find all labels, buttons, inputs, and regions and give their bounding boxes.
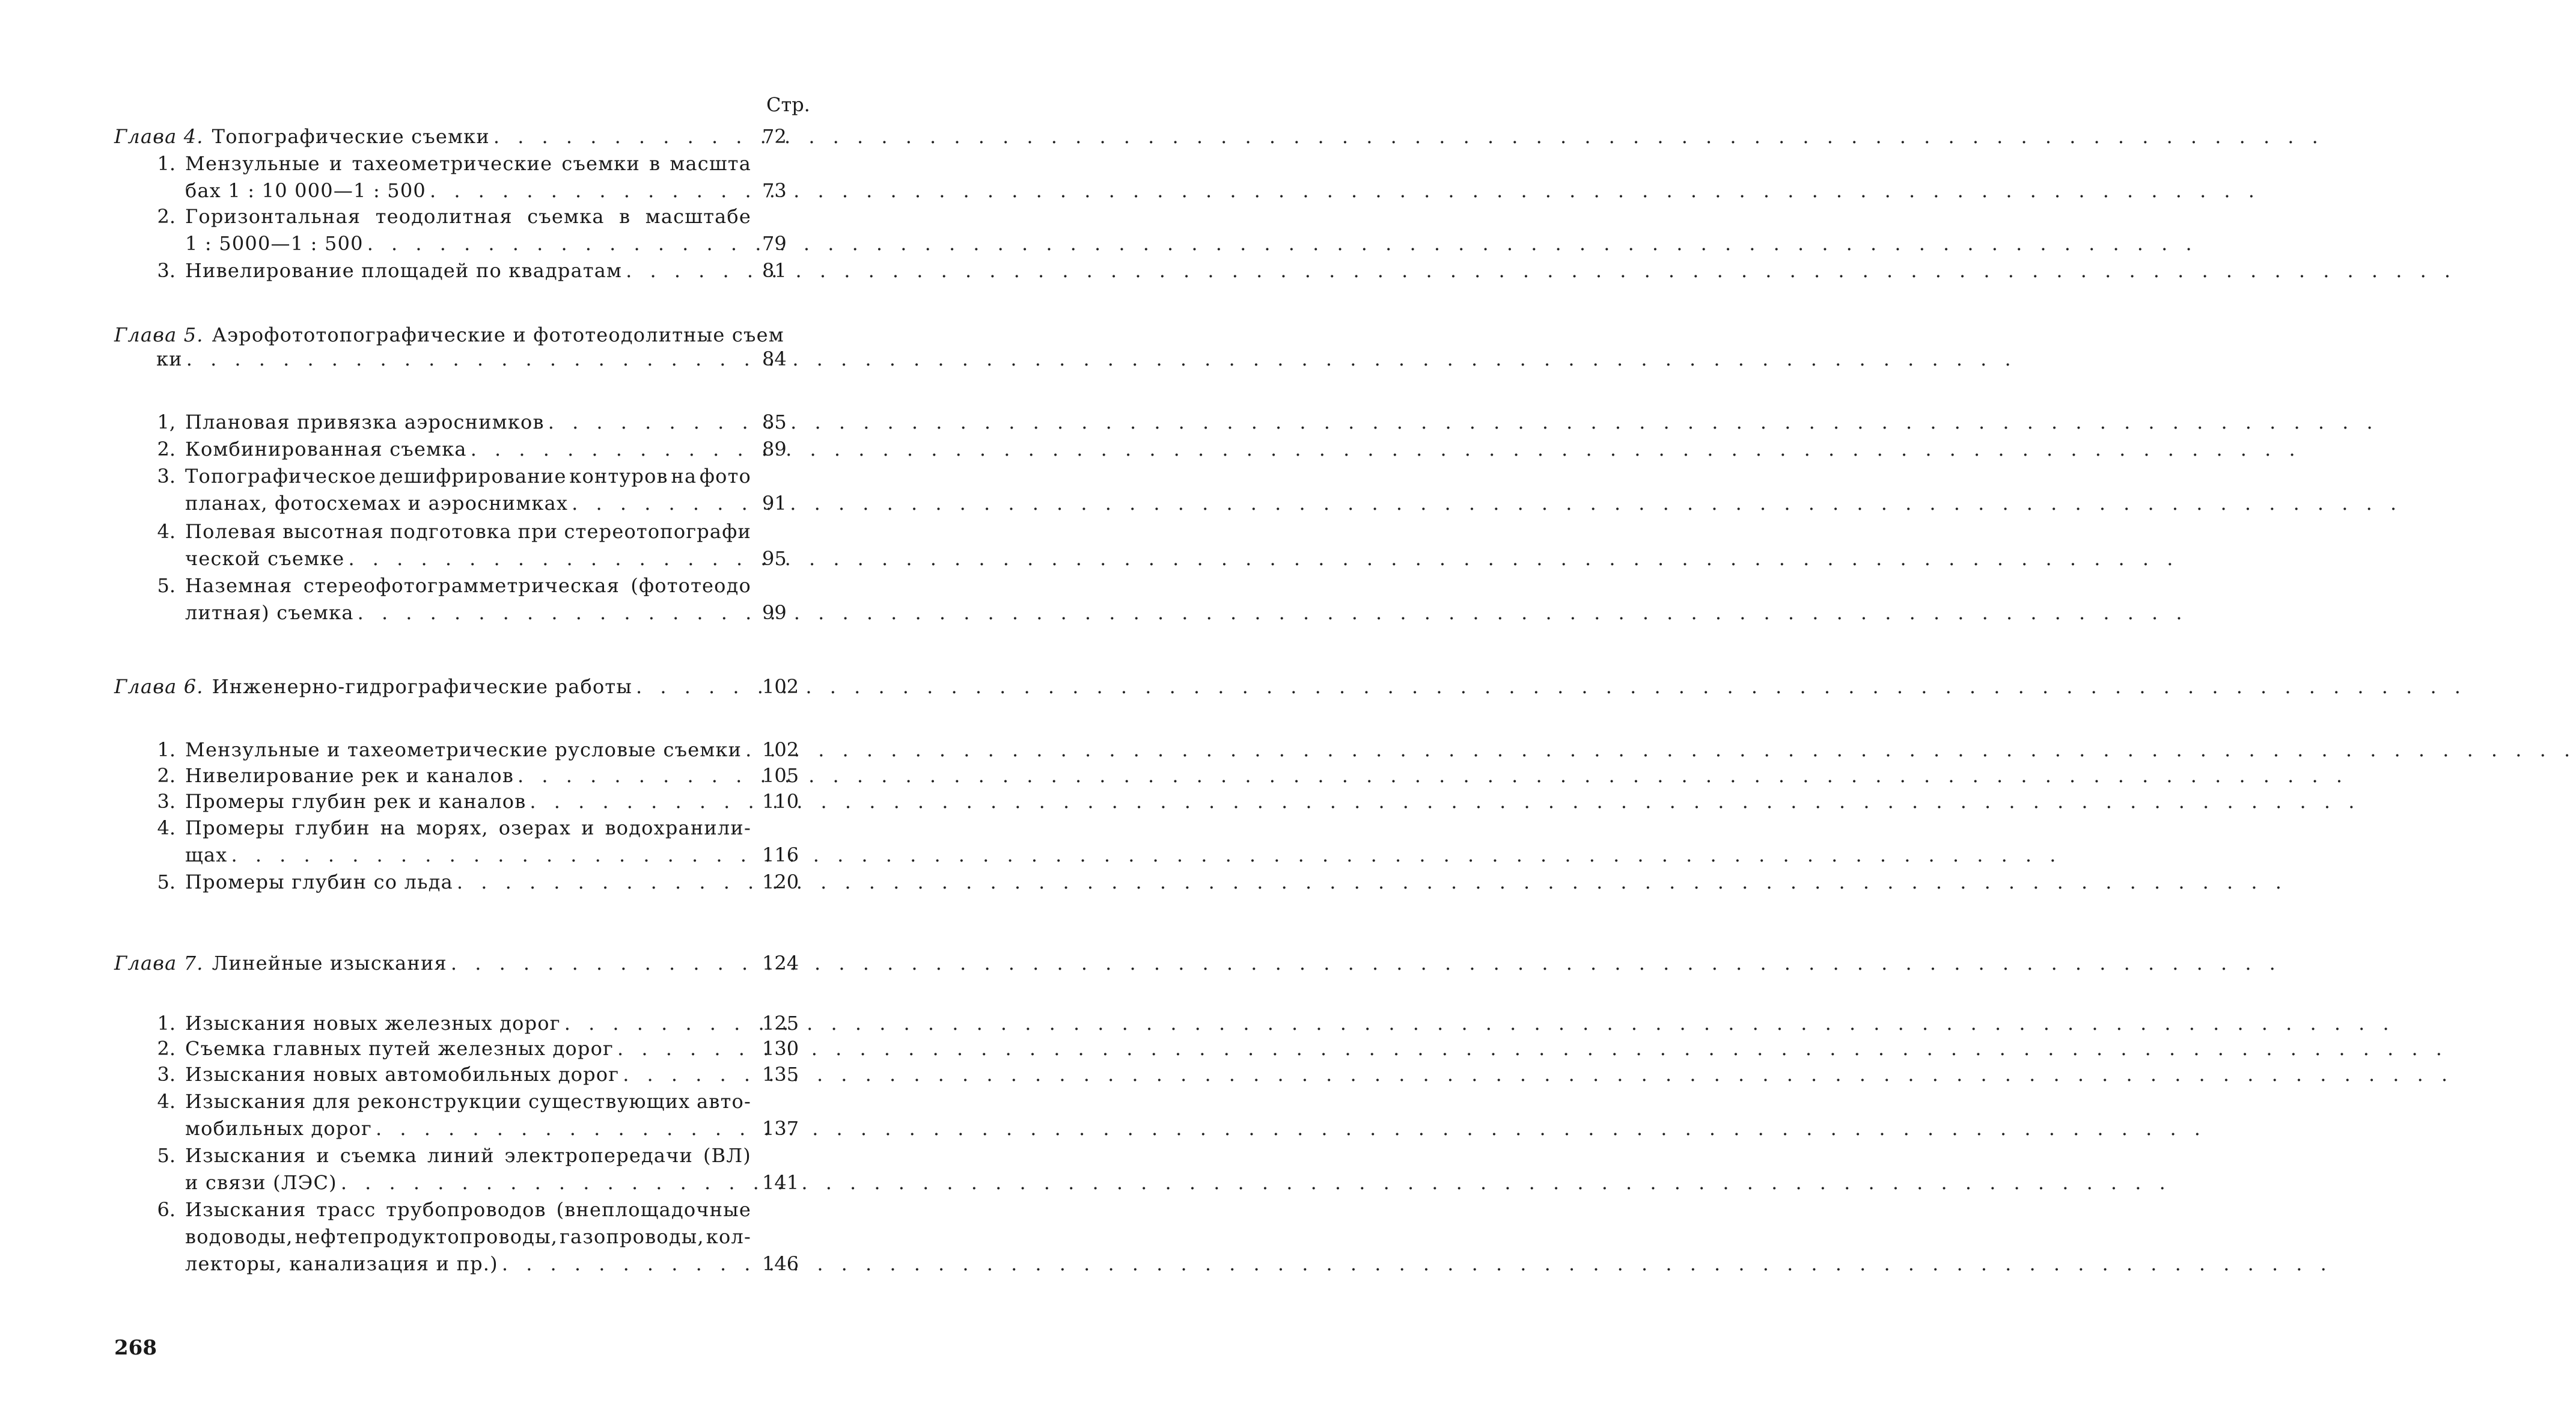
- toc-item-line: [185, 490, 751, 516]
- toc-item-line-text: щах: [185, 843, 228, 866]
- toc-item-line-text: Промеры глубин на морях, озерах и водохранили-: [185, 816, 751, 839]
- dot-leader: [745, 736, 2576, 763]
- dot-leader: [367, 230, 2198, 257]
- item-number: 2.: [157, 438, 175, 461]
- toc-item-line: [185, 257, 751, 284]
- toc-item-line: [185, 1035, 751, 1062]
- item-page-number: 137: [762, 1117, 799, 1140]
- chapter-label: Глава 6.: [114, 675, 204, 698]
- item-page-number: 141: [762, 1171, 799, 1194]
- item-page-number: 99: [762, 601, 787, 624]
- toc-item-line: [185, 1169, 751, 1196]
- item-page-number: 125: [762, 1012, 799, 1035]
- item-number: 1.: [157, 152, 175, 175]
- toc-item-line-text: Изыскания и съемка линий электропередачи (ВЛ): [185, 1144, 751, 1167]
- toc-item-line: [185, 518, 751, 545]
- item-number: 3.: [157, 259, 175, 282]
- dot-leader: [471, 436, 2301, 462]
- dot-leader: [341, 1169, 2172, 1196]
- item-number: 5.: [157, 574, 175, 597]
- toc-item-line: [185, 203, 751, 230]
- toc-item-line: [185, 436, 751, 462]
- toc-item-line-text: Изыскания новых железных дорог: [185, 1012, 561, 1035]
- chapter-heading-continued-text: ки: [156, 347, 183, 370]
- toc-item-line-text: водоводы, нефтепродуктопроводы, газопроводы, кол-: [185, 1225, 751, 1248]
- toc-item-line: [185, 230, 751, 257]
- dot-leader: [451, 950, 2281, 976]
- toc-item-line-text: Промеры глубин со льда: [185, 871, 453, 893]
- item-page-number: 95: [762, 547, 787, 570]
- toc-item-line: [185, 1142, 751, 1169]
- chapter-page-number: 124: [762, 952, 799, 975]
- toc-item-line-text: литная) съемка: [185, 601, 354, 624]
- toc-item-line-text: Изыскания для реконструкции существующих авто-: [185, 1090, 751, 1113]
- chapter-label: Глава 7.: [114, 952, 204, 975]
- toc-item-line: [185, 815, 751, 841]
- item-page-number: 146: [762, 1252, 799, 1275]
- item-number: 1.: [157, 738, 175, 761]
- dot-leader: [231, 842, 2062, 868]
- toc-item-line-text: Съемка главных путей железных дорог: [185, 1037, 614, 1060]
- item-number: 2.: [157, 1037, 175, 1060]
- item-number: 3.: [157, 1063, 175, 1086]
- toc-item-line: [185, 1010, 751, 1036]
- toc-item-line: [185, 572, 751, 599]
- dot-leader: [493, 123, 2324, 150]
- toc-item-line: [185, 842, 751, 868]
- item-page-number: 81: [762, 259, 787, 282]
- item-number: 3.: [157, 465, 175, 488]
- toc-item-line: [185, 1196, 751, 1223]
- item-page-number: 73: [762, 179, 787, 202]
- toc-item-line: [185, 409, 751, 435]
- toc-item-line-text: мобильных дорог: [185, 1117, 372, 1140]
- item-number: 4.: [157, 1090, 175, 1113]
- toc-item-line: [185, 545, 751, 572]
- item-page-number: 120: [762, 871, 799, 893]
- toc-item-line-text: 1 : 5000—1 : 500: [185, 232, 364, 255]
- toc-item-line: [185, 599, 751, 626]
- chapter-page-number: 102: [762, 675, 799, 698]
- toc-item-line: [185, 788, 751, 815]
- toc-item-line: [185, 736, 751, 763]
- toc-item-line: [185, 150, 751, 177]
- toc-item-line-text: Плановая привязка аэроснимков: [185, 411, 545, 433]
- dot-leader: [376, 1115, 2206, 1142]
- chapter-heading: [114, 123, 751, 150]
- toc-item-line: [185, 1250, 751, 1277]
- dot-leader: [548, 409, 2379, 435]
- item-number: 2.: [157, 764, 175, 787]
- item-number: 5.: [157, 871, 175, 893]
- item-page-number: 91: [762, 492, 787, 515]
- item-number: 1,: [157, 411, 175, 433]
- chapter-title: Топографические съемки: [212, 125, 490, 148]
- item-page-number: 89: [762, 438, 787, 461]
- chapter-heading: [114, 322, 784, 348]
- toc-item-line: [185, 762, 751, 789]
- item-page-number: 116: [762, 843, 799, 866]
- chapter-label: Глава 5.: [114, 323, 204, 346]
- toc-item-line: [185, 1115, 751, 1142]
- dot-leader: [626, 257, 2456, 284]
- item-page-number: 102: [762, 738, 799, 761]
- dot-leader: [530, 788, 2360, 815]
- item-page-number: 105: [762, 764, 799, 787]
- chapter-page-number: 72: [762, 125, 787, 148]
- item-page-number: 79: [762, 232, 787, 255]
- page-column-label: Стр.: [766, 93, 810, 116]
- toc-item-line: [185, 1061, 751, 1088]
- dot-leader: [572, 490, 2402, 516]
- item-number: 1.: [157, 1012, 175, 1035]
- chapter-heading: [114, 673, 751, 700]
- item-number: 4.: [157, 816, 175, 839]
- dot-leader: [186, 346, 2017, 372]
- toc-item-line-text: Изыскания трасс трубопроводов (внеплощадочные: [185, 1198, 751, 1221]
- toc-item-line-text: Нивелирование площадей по квадратам: [185, 259, 623, 282]
- toc-item-line-text: Изыскания новых автомобильных дорог: [185, 1063, 620, 1086]
- toc-item-line-text: Горизонтальная теодолитная съемка в масштабе: [185, 205, 751, 228]
- chapter-title: Аэрофототопографические и фототеодолитные съем: [212, 323, 784, 346]
- toc-item-line-text: и связи (ЛЭС): [185, 1171, 337, 1194]
- toc-item-line: [185, 1223, 751, 1250]
- toc-item-line-text: Мензульные и тахеометрические русловые съемки: [185, 738, 742, 761]
- toc-page: [0, 0, 902, 1420]
- toc-item-line-text: планах, фотосхемах и аэроснимках: [185, 492, 569, 515]
- toc-item-line-text: Промеры глубин рек и каналов: [185, 790, 526, 813]
- toc-item-line-text: Топографическое дешифрирование контуров на фото: [185, 465, 751, 488]
- toc-item-line-text: лекторы, канализация и пр.): [185, 1252, 498, 1275]
- toc-item-line: [185, 1088, 751, 1115]
- dot-leader: [348, 545, 2179, 572]
- item-page-number: 130: [762, 1037, 799, 1060]
- chapter-title: Линейные изыскания: [212, 952, 447, 975]
- chapter-label: Глава 4.: [114, 125, 204, 148]
- toc-item-line-text: Мензульные и тахеометрические съемки в масшта: [185, 152, 751, 175]
- chapter-heading-continued: [156, 346, 751, 372]
- toc-item-line-text: Комбинированная съемка: [185, 438, 467, 461]
- dot-leader: [617, 1035, 2448, 1062]
- page-number: 268: [114, 1336, 157, 1360]
- toc-item-line-text: Полевая высотная подготовка при стереотопографи: [185, 520, 751, 543]
- chapter-heading: [114, 950, 751, 976]
- item-number: 5.: [157, 1144, 175, 1167]
- chapter-page-number: 84: [762, 347, 787, 370]
- toc-item-line-text: Наземная стереофотограмметрическая (фототеодо: [185, 574, 751, 597]
- item-number: 3.: [157, 790, 175, 813]
- item-number: 2.: [157, 205, 175, 228]
- toc-item-line-text: Нивелирование рек и каналов: [185, 764, 514, 787]
- dot-leader: [430, 177, 2260, 204]
- dot-leader: [457, 869, 2288, 895]
- item-page-number: 85: [762, 411, 787, 433]
- toc-item-line-text: ческой съемке: [185, 547, 345, 570]
- chapter-title: Инженерно-гидрографические работы: [212, 675, 632, 698]
- item-page-number: 110: [762, 790, 799, 813]
- item-page-number: 135: [762, 1063, 799, 1086]
- toc-item-line-text: бах 1 : 10 000—1 : 500: [185, 179, 426, 202]
- item-number: 6.: [157, 1198, 175, 1221]
- item-number: 4.: [157, 520, 175, 543]
- dot-leader: [623, 1061, 2453, 1088]
- toc-item-line: [185, 869, 751, 895]
- toc-item-line: [185, 463, 751, 489]
- toc-item-line: [185, 177, 751, 204]
- dot-leader: [358, 599, 2188, 626]
- dot-leader: [564, 1010, 2395, 1036]
- dot-leader: [636, 673, 2467, 700]
